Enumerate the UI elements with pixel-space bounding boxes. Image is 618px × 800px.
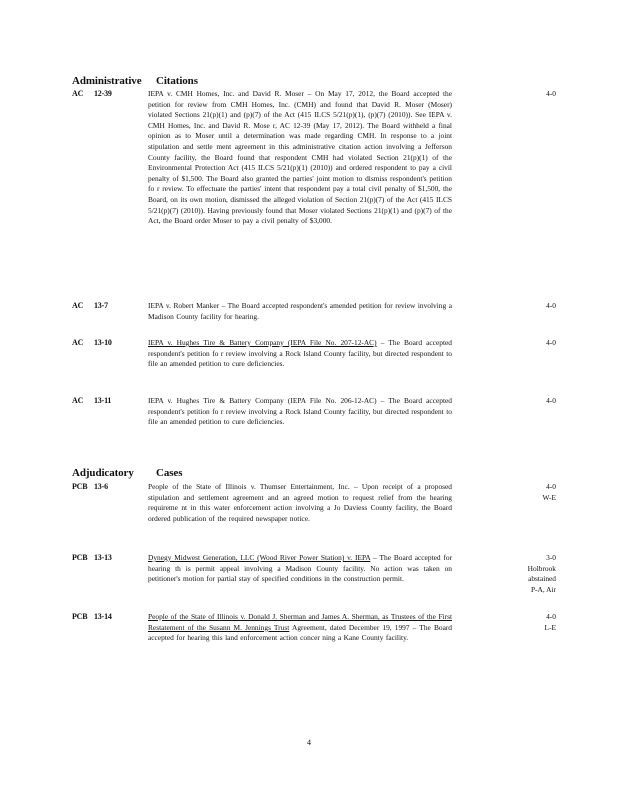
vote-category: W-E (542, 492, 556, 502)
case-id: 13-11 (94, 396, 112, 405)
vote-note: abstained (528, 574, 556, 584)
adjudicatory-cases-heading (72, 467, 182, 479)
case-text: People of the State of Illinois v. Thumser Entertainment, Inc. – Upon receipt of a proposed stipulation and settlement agreement and an agreed motion to request relief from the hearing requireme nt in this water enforcement action involving a Jo Daviess County facility, the Board ordered publication of the required newspaper notice. (148, 482, 452, 523)
vote-column (496, 338, 556, 349)
case-prefix: PCB (72, 482, 88, 491)
case-entry (72, 612, 556, 662)
case-prefix: AC (72, 301, 84, 310)
vote-note: Holbrook (527, 563, 556, 573)
case-summary (148, 338, 452, 370)
vote-value: 4-0 (546, 396, 556, 405)
vote-column (496, 482, 556, 503)
case-id: 13-6 (94, 482, 108, 491)
case-text: IEPA v. Robert Manker – The Board accepted respondent's amended petition for review involving a Madison County facility for hearing. (148, 301, 452, 321)
case-prefix: PCB (72, 612, 88, 621)
section-label: Adjudicatory (72, 467, 134, 479)
vote-column (496, 553, 556, 595)
case-number (72, 338, 142, 347)
section-label: Administrative (72, 75, 142, 87)
vote-value: 4-0 (546, 301, 556, 310)
section-title: Citations (156, 75, 198, 87)
case-number (72, 396, 142, 405)
case-caption: People of the State of Illinois v. Donald J. Sherman and James A. Sherman, as Trustees of the First Restatement of the Susann M. Jennings Trust (148, 612, 452, 632)
vote-value: 3-0 (546, 553, 556, 562)
case-entry (72, 338, 556, 388)
case-summary (148, 612, 452, 644)
case-id: 12-39 (94, 89, 112, 98)
page-number: 4 (307, 738, 311, 747)
case-prefix: AC (72, 338, 84, 347)
case-number (72, 301, 142, 310)
case-number (72, 612, 142, 621)
case-summary (148, 301, 452, 322)
administrative-citations-heading (72, 75, 198, 87)
case-caption: IEPA v. Hughes Tire & Battery Company (IEPA File No. 207-12-AC) (148, 338, 377, 347)
vote-value: 4-0 (546, 338, 556, 347)
vote-column (496, 89, 556, 100)
case-entry (72, 396, 556, 446)
vote-column (496, 612, 556, 633)
case-entry (72, 301, 556, 331)
case-text: – The Board accepted respondent's petition fo r review involving a Rock Island County facility, but directed respondent to file an amended petition to cure deficiencies. (148, 338, 452, 369)
case-id: 13-14 (94, 612, 112, 621)
vote-column (496, 301, 556, 312)
case-summary (148, 482, 452, 524)
case-summary (148, 553, 452, 585)
case-number (72, 482, 142, 491)
case-summary (148, 89, 452, 227)
vote-category: P-A, Air (530, 584, 556, 594)
vote-category: L-E (544, 622, 556, 632)
vote-value: 4-0 (546, 89, 556, 98)
case-number (72, 553, 142, 562)
case-prefix: AC (72, 396, 84, 405)
section-title: Cases (156, 467, 183, 479)
case-text: IEPA v. CMH Homes, Inc. and David R. Moser – On May 17, 2012, the Board accepted the petition for review from CMH Homes, Inc. (CMH) and found that David R. Moser (Moser) violated Sections 21(p)(1) and (p)(7) of the Act (415 ILCS 5/21(p)(1), (p)(7) (2010)). See IEPA v. CMH Homes, Inc. and David R. Mose r, AC 12-39 (May 17, 2012). The Board withheld a final opinion as to Moser until a determination was made regarding CMH. In response to a joint stipulation and settle ment agreement in this administrative citation action involving a Jefferson County facility, the Board found that respondent CMH had violated Section 21(p)(1) of the Environmental Protection Act (415 ILCS 5/21(p)(1) (2010)) and ordered respondent to pay a civil penalty of $1,500. The Board also granted the parties' joint motion to dismiss respondent's petition fo r review. To effectuate the parties' intent that respondent pay a total civil penalty of $1,500, the Board, on its own motion, dismissed the alleged violation of Section 21(p)(7) of the Act (415 ILCS 5/21(p)(7) (2010)). Having previously found that Moser violated Sections 21(p)(1) and (p)(7) of the Act, the Board order Moser to pay a civil penalty of $3,000. (148, 89, 452, 226)
case-caption: Dynegy Midwest Generation, LLC (Wood River Power Station) v. IEPA (148, 553, 371, 562)
case-id: 13-7 (94, 301, 108, 310)
case-text: IEPA v. Hughes Tire & Battery Company (IEPA File No. 206-12-AC) – The Board accepted respondent's petition fo r review involving a Rock Island County facility, but directed respondent to file an amended petition to cure deficiencies. (148, 396, 452, 427)
case-entry (72, 553, 556, 603)
case-id: 13-13 (94, 553, 112, 562)
vote-column (496, 396, 556, 407)
case-text: – The Board accepted for hearing th is permit appeal involving a Madison County facility. No action was taken on petitioner's motion for partial stay of specified conditions in the construction permit. (148, 553, 453, 584)
case-prefix: PCB (72, 553, 88, 562)
vote-value: 4-0 (546, 612, 556, 621)
case-id: 13-10 (94, 338, 112, 347)
case-text: Agreement, dated December 19, 1997 – The Board accepted for hearing this land enforcement action concer ning a Kane County facility. (148, 622, 453, 643)
case-summary (148, 396, 452, 428)
case-entry (72, 482, 556, 542)
case-prefix: AC (72, 89, 84, 98)
case-number (72, 89, 142, 98)
vote-value: 4-0 (546, 482, 556, 491)
case-entry (72, 89, 556, 289)
